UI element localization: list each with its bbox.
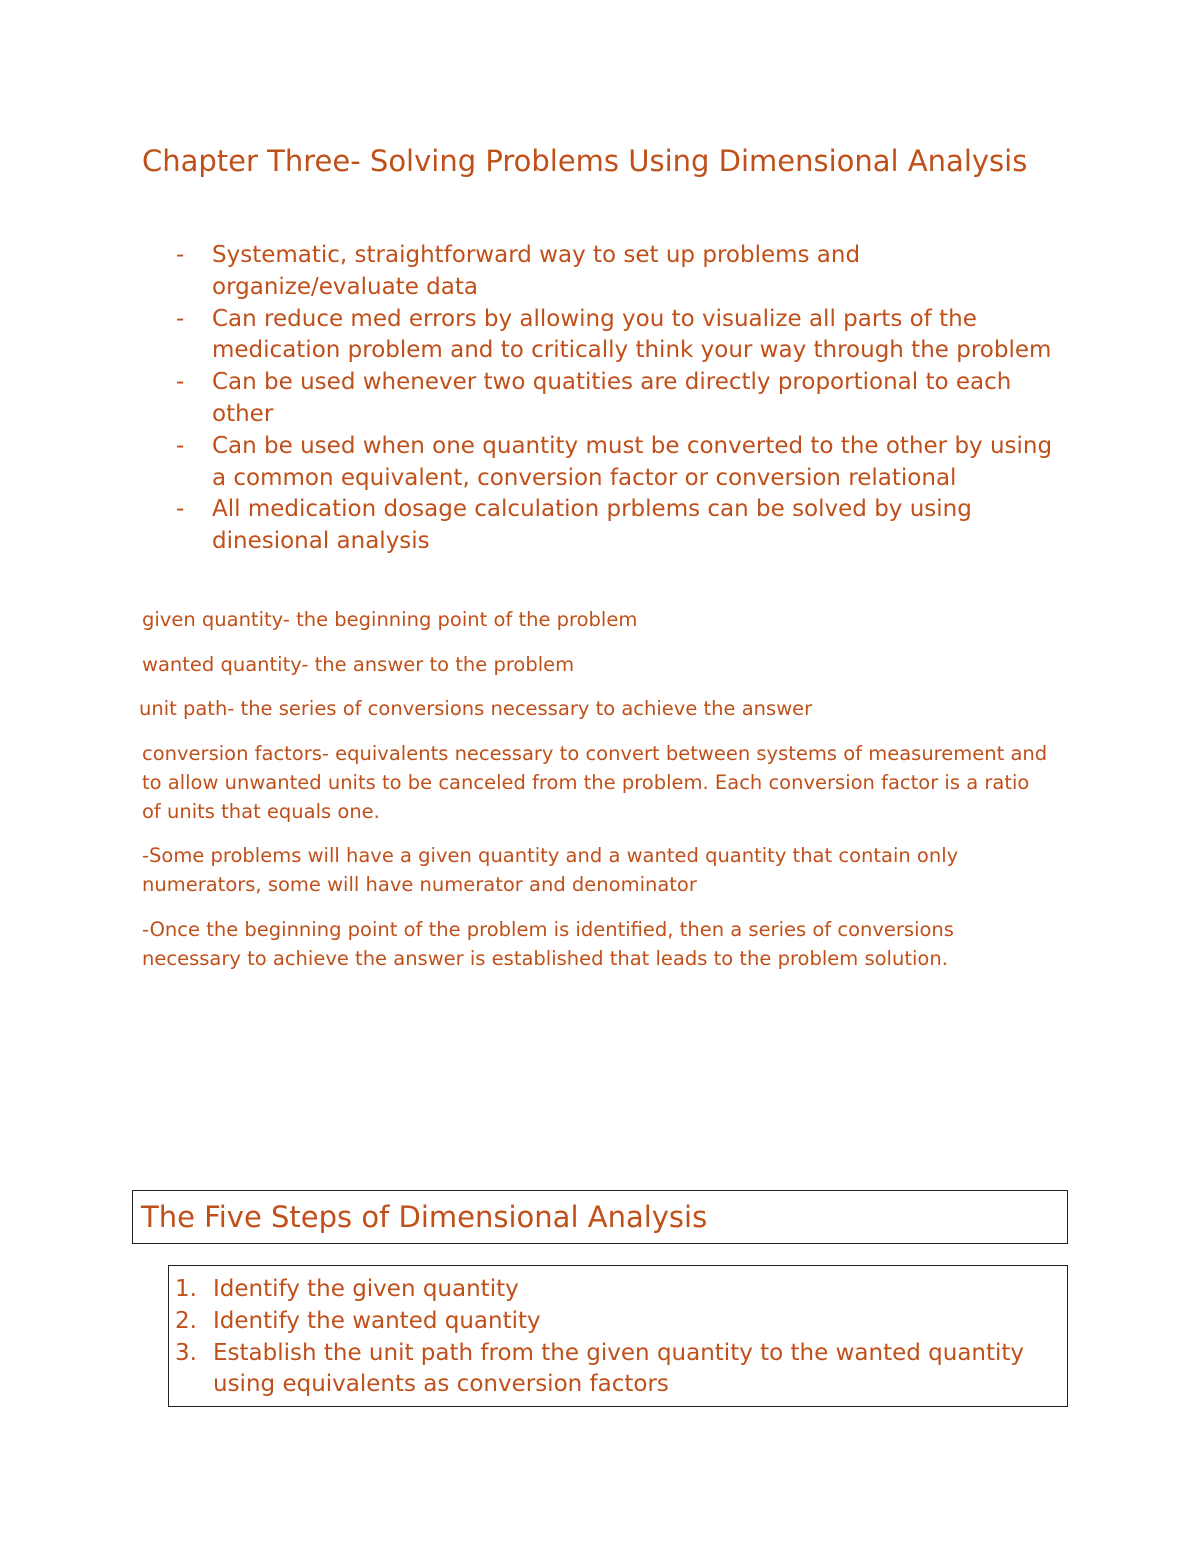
bullet-text: All medication dosage calculation prblems can be solved by using dinesional analysis <box>212 496 972 555</box>
step-item <box>175 1306 1060 1338</box>
bullet-list <box>142 240 1062 558</box>
step-number: 1. <box>175 1276 197 1302</box>
bullet-item <box>142 367 1062 431</box>
page-title: Chapter Three- Solving Problems Using Dimensional Analysis <box>142 144 1028 178</box>
bullet-text: Can be used when one quantity must be converted to the other by using a common equivalent, conversion factor or conversion relational <box>212 432 1053 491</box>
step-number: 3. <box>175 1339 197 1366</box>
step-item <box>175 1338 1060 1402</box>
bullet-text: Systematic, straightforward way to set up problems and organize/evaluate data <box>212 242 861 300</box>
step-item <box>175 1274 1060 1306</box>
step-text: Establish the unit path from the given quantity to the wanted quantity using equivalents as conversion factors <box>213 1339 1025 1398</box>
step-text: Identify the wanted quantity <box>213 1307 541 1334</box>
bullet-item <box>142 240 1062 304</box>
definition-given-quantity: given quantity- the beginning point of the problem <box>142 608 638 631</box>
bullet-item <box>142 431 1062 495</box>
bullet-item <box>142 304 1062 368</box>
bullet-item <box>142 494 1062 558</box>
steps-heading: The Five Steps of Dimensional Analysis <box>141 1200 708 1234</box>
note-numerators: -Some problems will have a given quantity and a wanted quantity that contain only numerators, some will have numerator and denominator <box>142 844 959 896</box>
bullet-marker: - <box>176 496 185 523</box>
note-beginning-point: -Once the beginning point of the problem is identified, then a series of conversions necessary to achieve the answer is established that leads to the problem solution. <box>142 917 954 970</box>
definitions <box>139 605 1052 988</box>
definition-unit-path: unit path- the series of conversions necessary to achieve the answer <box>139 697 813 720</box>
step-number: 2. <box>175 1307 197 1334</box>
steps-box <box>168 1265 1068 1407</box>
step-text: Identify the given quantity <box>213 1276 519 1302</box>
steps-heading-box <box>132 1190 1068 1244</box>
bullet-marker: - <box>176 242 185 268</box>
bullet-marker: - <box>176 305 185 332</box>
definition-wanted-quantity: wanted quantity- the answer to the problem <box>142 652 575 676</box>
bullet-marker: - <box>176 432 185 459</box>
bullet-text: Can reduce med errors by allowing you to visualize all parts of the medication problem and to critically think your way through the problem <box>212 305 1052 364</box>
steps-list <box>175 1274 1060 1401</box>
bullet-marker: - <box>176 369 185 396</box>
bullet-text: Can be used whenever two quatities are directly proportional to each other <box>212 369 1012 427</box>
definition-conversion-factors: conversion factors- equivalents necessary to convert between systems of measurement and to allow unwanted units to be canceled from the problem. Each conversion factor is a ratio of units that equals one. <box>142 741 1048 823</box>
